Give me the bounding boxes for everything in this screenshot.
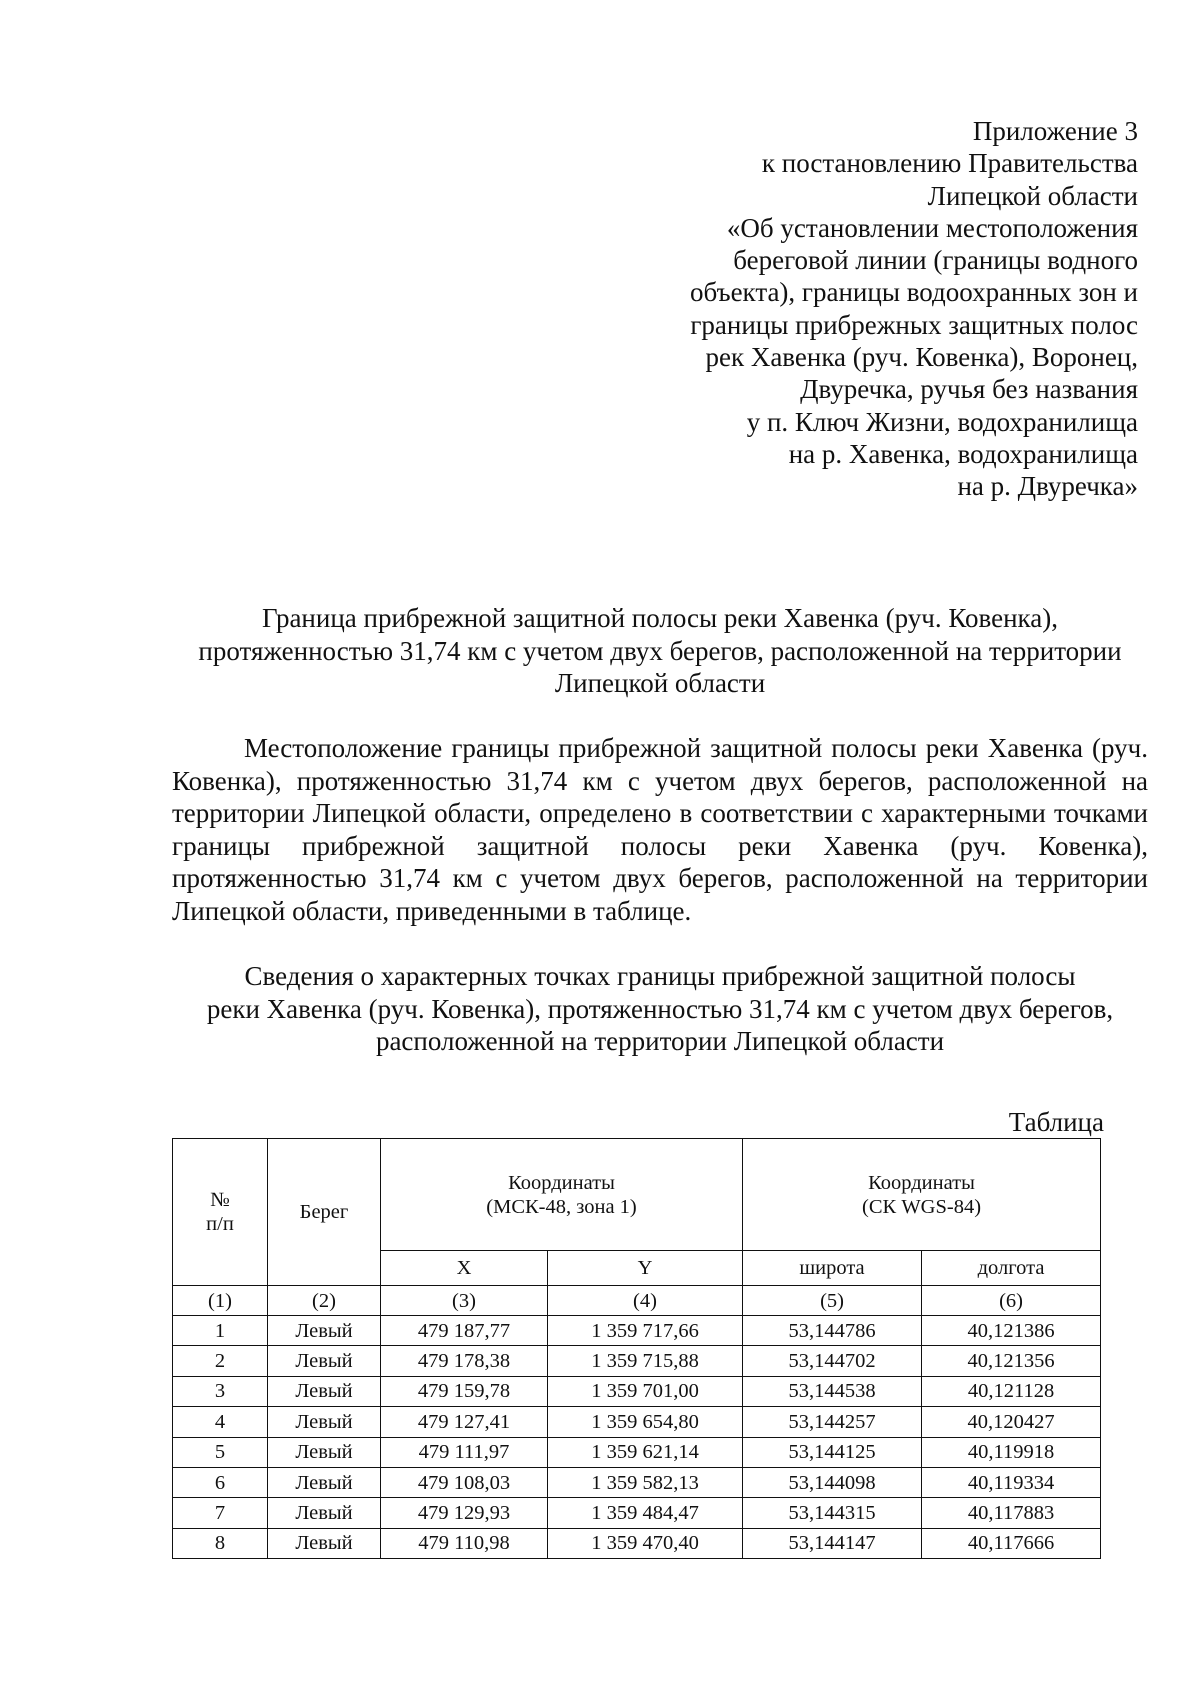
heading-line: Граница прибрежной защитной полосы реки Хавенка (руч. Ковенка),	[262, 603, 1058, 633]
index-cell: (6)	[922, 1286, 1101, 1316]
cell-y: 1 359 621,14	[548, 1437, 743, 1467]
heading-line: Липецкой области	[554, 668, 766, 698]
table-row	[173, 1467, 1101, 1497]
index-cell: (4)	[548, 1286, 743, 1316]
cell-x: 479 187,77	[381, 1316, 548, 1346]
appendix-line: береговой линии (границы водного	[733, 245, 1138, 276]
cell-longitude: 40,121386	[922, 1316, 1101, 1346]
header-bank: Берег	[268, 1139, 381, 1286]
cell-latitude: 53,144257	[743, 1407, 922, 1437]
appendix-line: объекта), границы водоохранных зон и	[690, 277, 1138, 308]
appendix-line: к постановлению Правительства	[761, 148, 1138, 179]
appendix-line: на р. Двуречка»	[957, 471, 1138, 502]
heading-line: протяженностью 31,74 км с учетом двух берегов, расположенной на территории	[198, 635, 1122, 666]
cell-latitude: 53,144538	[743, 1376, 922, 1406]
appendix-line: Приложение 3	[972, 116, 1138, 146]
table-row	[173, 1407, 1101, 1437]
table-label: Таблица	[1008, 1107, 1104, 1137]
table-header-row	[173, 1139, 1101, 1251]
cell-x: 479 108,03	[381, 1467, 548, 1497]
cell-x: 479 129,93	[381, 1498, 548, 1528]
table-caption	[172, 960, 1148, 1058]
cell-longitude: 40,117883	[922, 1498, 1101, 1528]
appendix-line: Двуречка, ручья без названия	[800, 374, 1138, 405]
cell-latitude: 53,144098	[743, 1467, 922, 1497]
body-paragraph: Местоположение границы прибрежной защитной полосы реки Хавенка (руч. Ковенка), протяженностью 31,74 км с учетом двух берегов, расположенной на территории Липецкой области, определено в соответствии с характерными точками границы прибрежной защитной полосы реки Хавенка (руч. Ковенка), протяженностью 31,74 км с учетом двух берегов, расположенной на территории Липецкой области, приведенными в таблице.	[172, 733, 1148, 926]
coordinates-table	[172, 1138, 1101, 1559]
cell-x: 479 111,97	[381, 1437, 548, 1467]
index-cell: (1)	[173, 1286, 268, 1316]
index-cell: (3)	[381, 1286, 548, 1316]
index-cell: (5)	[743, 1286, 922, 1316]
cell-bank: Левый	[268, 1407, 381, 1437]
cell-x: 479 159,78	[381, 1376, 548, 1406]
appendix-reference	[690, 115, 1138, 503]
cell-longitude: 40,119334	[922, 1467, 1101, 1497]
table-row	[173, 1437, 1101, 1467]
cell-latitude: 53,144315	[743, 1498, 922, 1528]
cell-latitude: 53,144147	[743, 1528, 922, 1558]
table-row	[173, 1346, 1101, 1376]
cell-y: 1 359 582,13	[548, 1467, 743, 1497]
cell-number: 4	[173, 1407, 268, 1437]
header-number: № п/п	[173, 1139, 268, 1286]
table-row	[173, 1316, 1101, 1346]
caption-line: расположенной на территории Липецкой области	[375, 1026, 945, 1056]
appendix-line: рек Хавенка (руч. Ковенка), Воронец,	[705, 342, 1138, 373]
cell-number: 5	[173, 1437, 268, 1467]
cell-number: 6	[173, 1467, 268, 1497]
caption-line: реки Хавенка (руч. Ковенка), протяженностью 31,74 км с учетом двух берегов,	[206, 993, 1114, 1024]
cell-longitude: 40,119918	[922, 1437, 1101, 1467]
appendix-line: Липецкой области	[927, 180, 1138, 211]
appendix-line: у п. Ключ Жизни, водохранилища	[746, 406, 1138, 437]
document-heading	[170, 602, 1150, 700]
cell-bank: Левый	[268, 1316, 381, 1346]
cell-x: 479 127,41	[381, 1407, 548, 1437]
cell-number: 3	[173, 1376, 268, 1406]
cell-longitude: 40,121128	[922, 1376, 1101, 1406]
cell-number: 2	[173, 1346, 268, 1376]
header-wgs-coordinates: Координаты (СК WGS-84)	[743, 1139, 1101, 1251]
header-msk-coordinates: Координаты (МСК-48, зона 1)	[381, 1139, 743, 1251]
cell-number: 1	[173, 1316, 268, 1346]
cell-number: 8	[173, 1528, 268, 1558]
cell-number: 7	[173, 1498, 268, 1528]
header-x: X	[381, 1251, 548, 1286]
cell-longitude: 40,117666	[922, 1528, 1101, 1558]
table-index-row	[173, 1286, 1101, 1316]
cell-y: 1 359 654,80	[548, 1407, 743, 1437]
table-row	[173, 1528, 1101, 1558]
header-y: Y	[548, 1251, 743, 1286]
cell-bank: Левый	[268, 1437, 381, 1467]
appendix-line: границы прибрежных защитных полос	[690, 309, 1138, 340]
cell-bank: Левый	[268, 1376, 381, 1406]
cell-latitude: 53,144125	[743, 1437, 922, 1467]
cell-bank: Левый	[268, 1346, 381, 1376]
header-latitude: широта	[743, 1251, 922, 1286]
cell-bank: Левый	[268, 1528, 381, 1558]
cell-y: 1 359 715,88	[548, 1346, 743, 1376]
appendix-line: «Об установлении местоположения	[726, 212, 1138, 243]
index-cell: (2)	[268, 1286, 381, 1316]
header-longitude: долгота	[922, 1251, 1101, 1286]
appendix-line: на р. Хавенка, водохранилища	[788, 438, 1138, 469]
cell-y: 1 359 717,66	[548, 1316, 743, 1346]
cell-bank: Левый	[268, 1467, 381, 1497]
table-row	[173, 1498, 1101, 1528]
cell-y: 1 359 470,40	[548, 1528, 743, 1558]
cell-longitude: 40,120427	[922, 1407, 1101, 1437]
cell-y: 1 359 701,00	[548, 1376, 743, 1406]
cell-y: 1 359 484,47	[548, 1498, 743, 1528]
caption-line: Сведения о характерных точках границы прибрежной защитной полосы	[244, 961, 1076, 991]
cell-x: 479 110,98	[381, 1528, 548, 1558]
cell-longitude: 40,121356	[922, 1346, 1101, 1376]
cell-latitude: 53,144702	[743, 1346, 922, 1376]
cell-x: 479 178,38	[381, 1346, 548, 1376]
cell-latitude: 53,144786	[743, 1316, 922, 1346]
cell-bank: Левый	[268, 1498, 381, 1528]
table-row	[173, 1376, 1101, 1406]
